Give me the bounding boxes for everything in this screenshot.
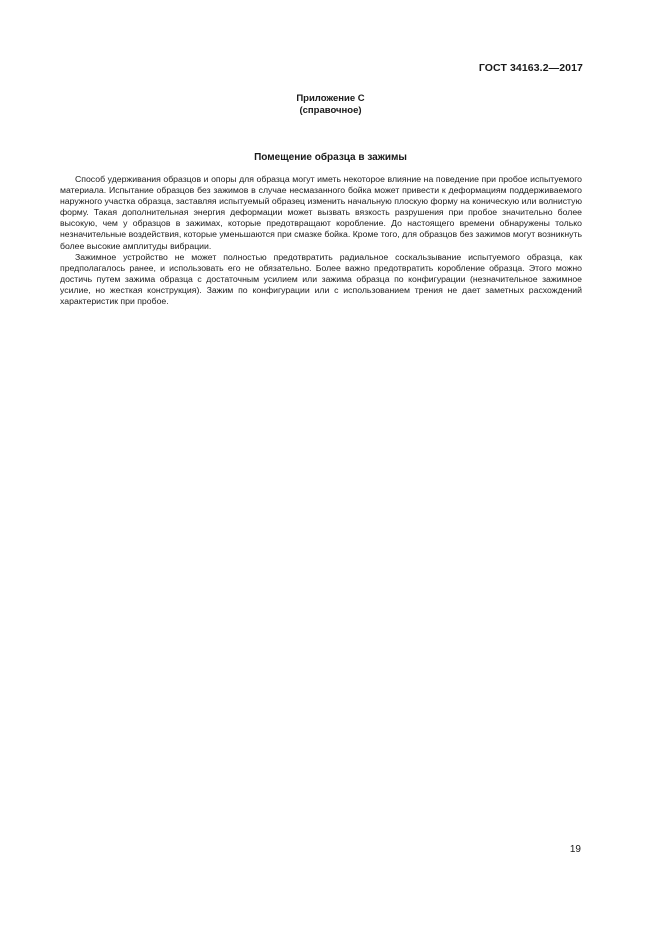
standard-code: ГОСТ 34163.2—2017	[478, 62, 583, 74]
page-number: 19	[569, 844, 581, 855]
annex-subtitle: (справочное)	[299, 105, 362, 116]
annex-heading	[0, 93, 661, 117]
section-title: Помещение образца в зажимы	[254, 152, 407, 163]
body-text	[60, 174, 582, 307]
paragraph: Способ удерживания образцов и опоры для образца могут иметь некоторое влияние на поведение при пробое испытуемого материала. Испытание образцов без зажимов в случае несмазанного бойка может привести к деформациям поддерживаемого наружного участка образца, заставляя испытуемый образец изменить начальную плоскую форму на коническую или волнистую форму. Такая дополнительная энергия деформации может вызвать вязкость разрушения при пробое значительно более высокую, чем у образцов в зажимах, которые предотвращают коробление. До настоящего времени обнаружены только незначительные воздействия, которые уменьшаются при смазке бойка. Кроме того, для образцов без зажимов могут возникнуть более высокие амплитуды вибрации.	[60, 174, 582, 251]
paragraph: Зажимное устройство не может полностью предотвратить радиальное соскальзывание испытуемого образца, как предполагалось ранее, и использовать его не обязательно. Более важно предотвратить коробление образца. Этого можно достичь путем зажима образца с достаточным усилием или зажима образца по конфигурации (незначительное зажимное усилие, но жесткая конструкция). Зажим по конфигурации или с использованием трения не дает заметных расхождений характеристик при пробое.	[60, 251, 582, 307]
annex-title: Приложение С	[296, 93, 365, 104]
